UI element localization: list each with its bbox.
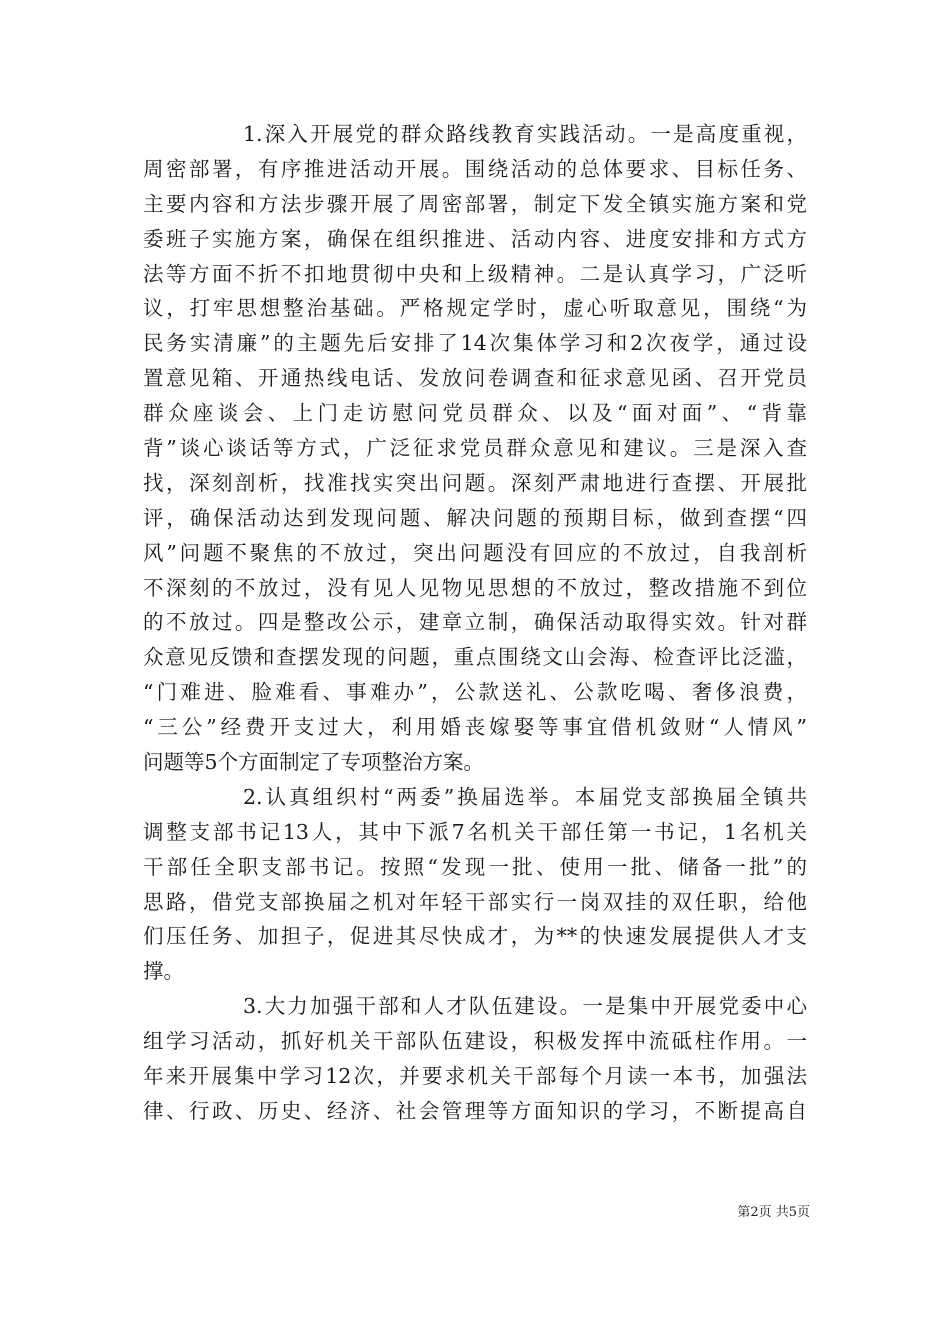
body-text	[143, 117, 807, 1129]
text-line: “门难进、脸难看、事难办”，公款送礼、公款吃喝、奢侈浪费，	[143, 680, 807, 705]
text-line: 置意见箱、开通热线电话、发放问卷调查和征求意见函、召开党员	[143, 366, 807, 391]
text-line: 2.认真组织村“两委”换届选举。本届党支部换届全镇共	[243, 784, 807, 809]
text-line: 3.大力加强干部和人才队伍建设。一是集中开展党委中心	[243, 994, 807, 1019]
text-line: 年来开展集中学习12次，并要求机关干部每个月读一本书，加强法	[143, 1064, 807, 1089]
text-line: 风”问题不聚焦的不放过，突出问题没有回应的不放过，自我剖析	[143, 540, 807, 565]
text-line: 撑。	[143, 959, 184, 984]
text-line: 不深刻的不放过，没有见人见物见思想的不放过，整改措施不到位	[143, 575, 807, 600]
text-line: 委班子实施方案，确保在组织推进、活动内容、进度安排和方式方	[143, 226, 807, 251]
text-line: 律、行政、历史、经济、社会管理等方面知识的学习，不断提高自	[143, 1098, 807, 1123]
text-line: 众意见反馈和查摆发现的问题，重点围绕文山会海、检查评比泛滥，	[143, 645, 807, 670]
text-line: 主要内容和方法步骤开展了周密部署，制定下发全镇实施方案和党	[143, 191, 807, 216]
text-line: 民务实清廉”的主题先后安排了14次集体学习和2次夜学，通过设	[143, 331, 807, 356]
page-number: 第2页 共5页	[737, 1205, 810, 1220]
text-line: 调整支部书记13人，其中下派7名机关干部任第一书记，1名机关	[143, 819, 807, 844]
text-line: 1.深入开展党的群众路线教育实践活动。一是高度重视，	[243, 122, 807, 146]
text-line: 的不放过。四是整改公示，建章立制，确保活动取得实效。针对群	[143, 610, 807, 635]
text-line: 问题等5个方面制定了专项整治方案。	[143, 750, 485, 775]
text-line: 法等方面不折不扣地贯彻中央和上级精神。二是认真学习，广泛听	[143, 261, 807, 286]
text-line: 背”谈心谈话等方式，广泛征求党员群众意见和建议。三是深入查	[143, 436, 807, 461]
text-line: “三公”经费开支过大，利用婚丧嫁娶等事宜借机敛财“人情风”	[143, 715, 807, 740]
text-line: 思路，借党支部换届之机对年轻干部实行一岗双挂的双任职，给他	[143, 889, 807, 914]
text-line: 群众座谈会、上门走访慰问党员群众、以及“面对面”、“背靠	[143, 401, 807, 426]
text-line: 找，深刻剖析，找准找实突出问题。深刻严肃地进行查摆、开展批	[143, 470, 807, 495]
text-line: 们压任务、加担子，促进其尽快成才，为**的快速发展提供人才支	[143, 924, 807, 949]
text-line: 周密部署，有序推进活动开展。围绕活动的总体要求、目标任务、	[143, 156, 807, 181]
text-line: 干部任全职支部书记。按照“发现一批、使用一批、储备一批”的	[143, 854, 807, 879]
text-line: 组学习活动，抓好机关干部队伍建设，积极发挥中流砥柱作用。一	[143, 1029, 807, 1054]
text-line: 议，打牢思想整治基础。严格规定学时，虚心听取意见，围绕“为	[143, 296, 807, 321]
text-line: 评，确保活动达到发现问题、解决问题的预期目标，做到查摆“四	[143, 505, 807, 530]
